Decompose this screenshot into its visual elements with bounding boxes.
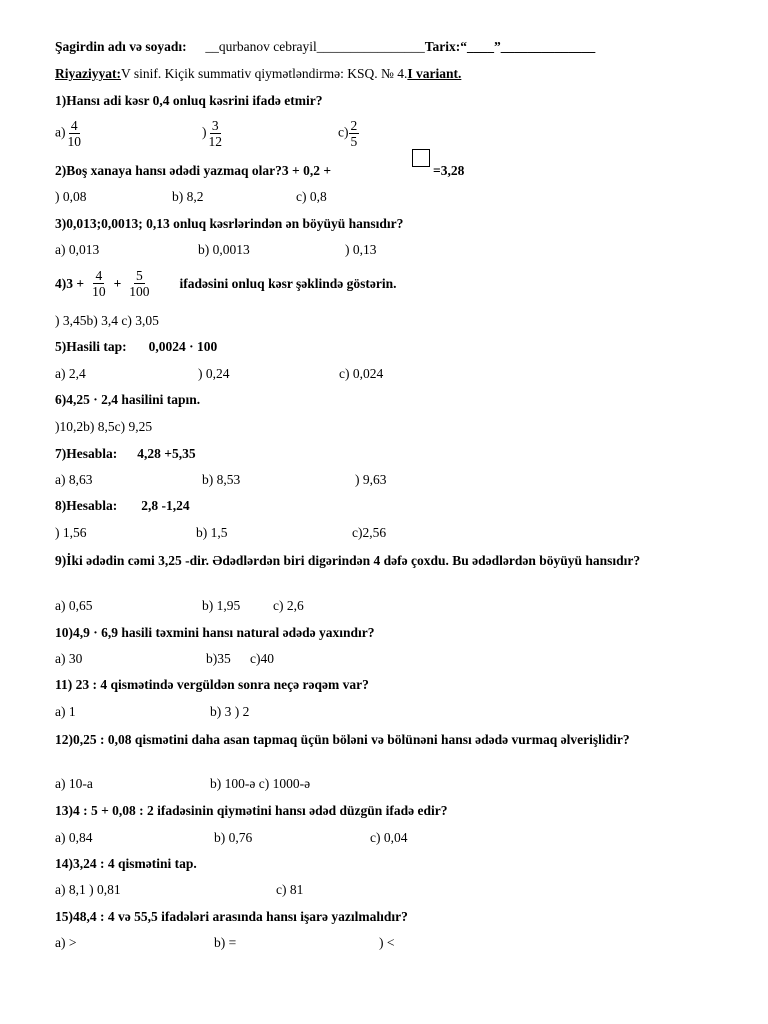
question-1: 1)Hansı adi kəsr 0,4 onluq kəsrini ifadə etmir? [55, 93, 323, 108]
option-prefix: a) [55, 124, 66, 140]
numerator: 5 [136, 268, 143, 283]
q7-option-a: a) 8,63 [55, 472, 93, 487]
fraction [349, 118, 360, 149]
question-2 [55, 162, 331, 180]
denominator: 5 [350, 134, 358, 149]
q12-option-b: b) 100-ə c) 1000-ə [210, 776, 311, 791]
question-15: 15)48,4 : 4 və 55,5 ifadələri arasında hansı işarə yazılmalıdır? [55, 909, 408, 924]
q4-options: ) 3,45b) 3,4 c) 3,05 [55, 313, 159, 328]
q2-option-a: ) 0,08 [55, 189, 87, 204]
q15-option-c: ) < [379, 935, 395, 950]
student-name: __qurbanov cebrayil________________ [205, 39, 425, 54]
numerator: 3 [211, 118, 219, 133]
q5-option-a: a) 2,4 [55, 366, 86, 381]
question-text: 7)Hesabla: [55, 446, 118, 461]
question-8 [55, 498, 190, 514]
question-6: 6)4,25 · 2,4 hasilini tapın. [55, 392, 201, 407]
q15-option-b: b) = [214, 935, 237, 950]
q2-option-b: b) 8,2 [172, 189, 204, 204]
question-text: 8)Hesabla: [55, 498, 118, 513]
student-label: Şagirdin adı və soyadı: [55, 39, 187, 54]
q1-option-b [202, 118, 224, 149]
fraction [207, 118, 225, 149]
student-header [55, 38, 595, 56]
q1-option-a [55, 118, 83, 149]
q6-options: )10,2b) 8,5c) 9,25 [55, 419, 153, 434]
q5-option-c: c) 0,024 [339, 366, 384, 381]
question-prefix: 4)3 + [55, 275, 85, 291]
q14-option-c: c) 81 [276, 882, 304, 897]
q14-option-a: a) 8,1 ) 0,81 [55, 882, 121, 897]
q1-option-c [338, 118, 359, 149]
question-text: ifadəsini onluq kəsr şəklində göstərin. [179, 275, 397, 291]
denominator: 12 [208, 134, 222, 149]
question-text: 2)Boş xanaya hansı ədədi yazmaq olar?3 + 0,2 + [55, 163, 332, 178]
q10-option-b: b)35 [206, 651, 231, 666]
subtitle [55, 65, 461, 83]
denominator: 100 [129, 284, 150, 299]
answer-box [412, 149, 430, 167]
q13-option-c: c) 0,04 [370, 830, 408, 845]
q2-option-c: c) 0,8 [296, 189, 327, 204]
date-field: Tarix:“____”______________ [424, 39, 596, 54]
q12-option-a: a) 10-a [55, 776, 93, 791]
numerator: 4 [70, 118, 78, 133]
question-3: 3)0,013;0,0013; 0,13 onluq kəsrlərindən ən böyüyü hansıdır? [55, 216, 404, 231]
question-12: 12)0,25 : 0,08 qismətini daha asan tapmaq üçün böləni və bölünəni hansı ədədə vurmaq əlverişlidir? [55, 732, 630, 747]
q15-option-a: a) > [55, 935, 77, 950]
q5-option-b: ) 0,24 [198, 366, 230, 381]
fraction [127, 268, 151, 299]
q8-option-c: c)2,56 [352, 525, 387, 540]
q2-result: =3,28 [433, 163, 465, 178]
question-4 [55, 268, 396, 299]
q8-option-a: ) 1,56 [55, 525, 87, 540]
numerator: 4 [95, 268, 103, 283]
question-14: 14)3,24 : 4 qismətini tap. [55, 856, 197, 871]
question-13: 13)4 : 5 + 0,08 : 2 ifadəsinin qiymətini hansı ədəd düzgün ifadə edir? [55, 803, 448, 818]
question-expression: 2,8 -1,24 [141, 498, 190, 513]
numerator: 2 [350, 118, 358, 133]
q13-option-b: b) 0,76 [214, 830, 253, 845]
q10-option-c: c)40 [250, 651, 274, 666]
q7-option-c: ) 9,63 [355, 472, 387, 487]
fraction [66, 118, 84, 149]
option-prefix: c) [338, 124, 349, 140]
q10-option-a: a) 30 [55, 651, 83, 666]
question-text: 5)Hasili tap: [55, 339, 127, 354]
q3-option-a: a) 0,013 [55, 242, 100, 257]
question-5 [55, 339, 217, 355]
q9-option-b: b) 1,95 [202, 598, 241, 613]
q3-option-b: b) 0,0013 [198, 242, 250, 257]
q13-option-a: a) 0,84 [55, 830, 93, 845]
fraction [90, 268, 108, 299]
q8-option-b: b) 1,5 [196, 525, 228, 540]
q11-option-a: a) 1 [55, 704, 76, 719]
question-9: 9)İki ədədin cəmi 3,25 -dir. Ədədlərdən biri digərindən 4 dəfə çoxdu. Bu ədədlərdən böyüyü hansıdır? [55, 553, 641, 568]
q7-option-b: b) 8,53 [202, 472, 241, 487]
subtitle-desc: V sinif. Kiçik summativ qiymətləndirmə: KSQ. № 4. [120, 66, 408, 81]
q9-option-c: c) 2,6 [273, 598, 304, 613]
plus-sign: + [113, 275, 122, 291]
question-10: 10)4,9 · 6,9 hasili təxmini hansı natural ədədə yaxındır? [55, 625, 375, 640]
question-7 [55, 446, 196, 462]
subject-label: Riyaziyyat: [55, 66, 121, 81]
question-11: 11) 23 : 4 qismətində vergüldən sonra neçə rəqəm var? [55, 677, 369, 692]
variant-label: I variant. [407, 66, 462, 81]
question-expression: 0,0024 · 100 [148, 339, 218, 354]
q9-option-a: a) 0,65 [55, 598, 93, 613]
question-expression: 4,28 +5,35 [137, 446, 196, 461]
denominator: 10 [92, 284, 106, 299]
option-prefix: ) [202, 124, 207, 140]
denominator: 10 [67, 134, 81, 149]
q3-option-c: ) 0,13 [345, 242, 377, 257]
q11-option-b: b) 3 ) 2 [210, 704, 250, 719]
